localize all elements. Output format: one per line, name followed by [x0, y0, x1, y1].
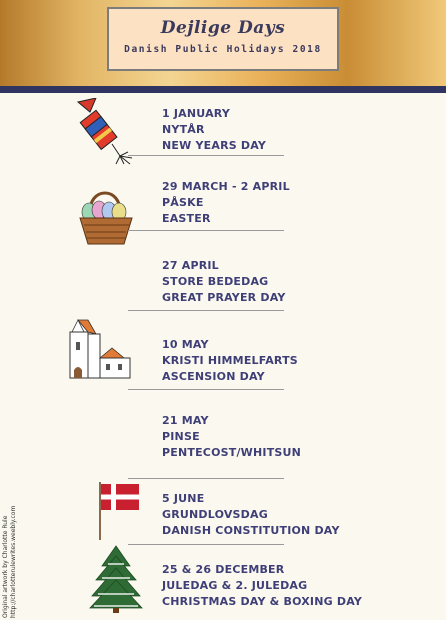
holiday-english-name: GREAT PRAYER DAY [162, 291, 286, 304]
holiday-date: 29 MARCH - 2 APRIL [162, 180, 290, 193]
holiday-english-name: ASCENSION DAY [162, 370, 265, 383]
holiday-danish-name: JULEDAG & 2. JULEDAG [162, 579, 308, 592]
holiday-danish-name: NYTÅR [162, 123, 205, 136]
holiday-date: 25 & 26 DECEMBER [162, 563, 285, 576]
credit-url: http://charlotterulewrites.weebly.com [10, 505, 17, 618]
holiday-english-name: NEW YEARS DAY [162, 139, 267, 152]
holiday-date: 27 APRIL [162, 259, 219, 272]
holiday-entry [162, 179, 290, 227]
holiday-english-name: PENTECOST/WHITSUN [162, 446, 302, 459]
holiday-english-name: DANISH CONSTITUTION DAY [162, 524, 340, 537]
holiday-entry [162, 491, 340, 539]
holiday-danish-name: PINSE [162, 430, 200, 443]
holiday-date: 10 MAY [162, 338, 209, 351]
firework-rocket-icon [76, 98, 136, 168]
artwork-credit [2, 506, 18, 618]
holiday-entry [162, 413, 301, 461]
holiday-date: 5 JUNE [162, 492, 205, 505]
holiday-date: 1 JANUARY [162, 107, 231, 120]
church-icon [66, 318, 134, 382]
title-box [107, 7, 339, 71]
page-subtitle: Danish Public Holidays 2018 [124, 44, 322, 55]
holiday-entry [162, 106, 266, 154]
divider [128, 230, 284, 231]
divider [128, 478, 284, 479]
holiday-danish-name: STORE BEDEDAG [162, 275, 269, 288]
holiday-entry [162, 562, 362, 610]
holiday-entry [162, 258, 286, 306]
credit-line: Original artwork by Charlotte Rule [2, 515, 9, 618]
holiday-danish-name: KRISTI HIMMELFARTS [162, 354, 298, 367]
easter-basket-icon [76, 180, 136, 248]
holiday-entry [162, 337, 298, 385]
page-title: Dejlige Days [160, 18, 286, 38]
holiday-date: 21 MAY [162, 414, 209, 427]
divider [128, 310, 284, 311]
danish-flag-icon [96, 480, 142, 542]
christmas-tree-icon [88, 544, 144, 614]
holiday-english-name: CHRISTMAS DAY & BOXING DAY [162, 595, 363, 608]
holiday-danish-name: GRUNDLOVSDAG [162, 508, 268, 521]
header-bar [0, 86, 446, 93]
divider [128, 155, 284, 156]
divider [128, 544, 284, 545]
holiday-english-name: EASTER [162, 212, 211, 225]
divider [128, 389, 284, 390]
holiday-danish-name: PÅSKE [162, 196, 204, 209]
